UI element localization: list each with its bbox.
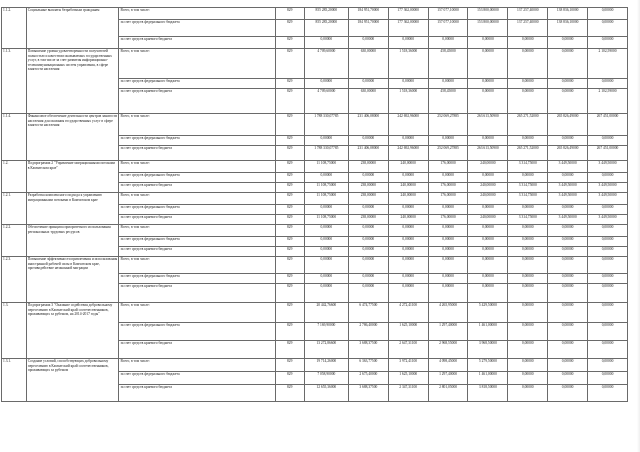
- amount-cell: 0,00000: [588, 274, 628, 284]
- table-row: [2, 114, 628, 136]
- row-index: 1.1.3.: [2, 49, 27, 114]
- budget-code: 829: [275, 205, 304, 215]
- amount-cell: 630,00000: [348, 89, 388, 114]
- amount-cell: 177 362,00000: [388, 20, 428, 37]
- amount-cell: 138 836,10000: [548, 20, 588, 37]
- amount-cell: 0,00000: [548, 323, 588, 341]
- funding-source: за счет средств краевого бюджета: [119, 284, 275, 303]
- amount-cell: 12 655,36000: [304, 385, 348, 402]
- amount-cell: 176,00000: [428, 183, 468, 193]
- amount-cell: 238,00000: [348, 215, 388, 225]
- amount-cell: 11 108,75000: [304, 193, 348, 205]
- row-index: 1.2.3.: [2, 257, 27, 303]
- funding-source: за счет средств краевого бюджета: [119, 385, 275, 402]
- amount-cell: 0,00000: [304, 284, 348, 303]
- amount-cell: 0,00000: [468, 136, 508, 146]
- amount-cell: 267 451,00000: [588, 146, 628, 161]
- amount-cell: 3 449,50000: [588, 183, 628, 193]
- amount-cell: 0,00000: [468, 284, 508, 303]
- amount-cell: 0,00000: [508, 89, 548, 114]
- amount-cell: 0,00000: [508, 205, 548, 215]
- amount-cell: 137 257,40000: [508, 20, 548, 37]
- amount-cell: 0,00000: [548, 49, 588, 79]
- amount-cell: 3 688,37500: [348, 341, 388, 359]
- budget-code: 829: [275, 359, 304, 372]
- budget-code: 829: [275, 323, 304, 341]
- budget-code: 829: [275, 237, 304, 247]
- budget-code: 829: [275, 274, 304, 284]
- amount-cell: 0,00000: [348, 247, 388, 257]
- table-row: [2, 8, 628, 20]
- amount-cell: 0,00000: [348, 284, 388, 303]
- amount-cell: 0,00000: [508, 173, 548, 183]
- row-index: 1.2.2.: [2, 225, 27, 257]
- table-row: [2, 303, 628, 323]
- amount-cell: 4 265,95000: [428, 303, 468, 323]
- amount-cell: 240,00000: [468, 161, 508, 173]
- row-index: 1.2.1.: [2, 193, 27, 225]
- amount-cell: 240,00000: [388, 183, 428, 193]
- amount-cell: 0,00000: [428, 37, 468, 49]
- amount-cell: 0,00000: [508, 284, 548, 303]
- funding-source: за счет средств краевого бюджета: [119, 37, 275, 49]
- amount-cell: 1 625,10000: [388, 372, 428, 385]
- amount-cell: 0,00000: [468, 205, 508, 215]
- funding-source: Всего, в том числе:: [119, 161, 275, 173]
- amount-cell: 0,00000: [428, 136, 468, 146]
- amount-cell: 0,00000: [428, 205, 468, 215]
- funding-source: за счет средств федерального бюджета: [119, 173, 275, 183]
- amount-cell: 3 688,37500: [348, 385, 388, 402]
- amount-cell: 0,00000: [348, 257, 388, 274]
- amount-cell: 7 169,90000: [304, 323, 348, 341]
- budget-table-body: [2, 8, 628, 402]
- amount-cell: 0,00000: [548, 225, 588, 237]
- amount-cell: 0,00000: [388, 237, 428, 247]
- amount-cell: 0,00000: [588, 323, 628, 341]
- funding-source: за счет средств краевого бюджета: [119, 89, 275, 114]
- amount-cell: 0,00000: [588, 173, 628, 183]
- funding-source: Всего, в том числе:: [119, 359, 275, 372]
- funding-source: за счет средств федерального бюджета: [119, 136, 275, 146]
- amount-cell: 3 314,75000: [508, 183, 548, 193]
- budget-code: 829: [275, 8, 304, 20]
- amount-cell: 11 108,75000: [304, 215, 348, 225]
- row-description: Подпрограмма 3 "Оказание содействия добровольному переселению в Камчатский край соотечественников, проживающих за рубежом, на 2014-2017 годы": [26, 303, 119, 359]
- amount-cell: 3 972,41100: [388, 359, 428, 372]
- amount-cell: 0,00000: [304, 237, 348, 247]
- funding-source: за счет средств федерального бюджета: [119, 20, 275, 37]
- amount-cell: 184 951,70000: [348, 20, 388, 37]
- amount-cell: 252 069,27885: [428, 114, 468, 136]
- amount-cell: 458,45000: [428, 89, 468, 114]
- amount-cell: 0,00000: [548, 341, 588, 359]
- funding-source: за счет средств краевого бюджета: [119, 146, 275, 161]
- amount-cell: 0,00000: [548, 136, 588, 146]
- amount-cell: 3 449,50000: [548, 215, 588, 225]
- amount-cell: 157 077,10000: [428, 20, 468, 37]
- amount-cell: 231 406,08000: [348, 146, 388, 161]
- amount-cell: 7 058,90000: [304, 372, 348, 385]
- budget-code: 829: [275, 161, 304, 173]
- amount-cell: 238,00000: [348, 193, 388, 205]
- amount-cell: 0,00000: [388, 37, 428, 49]
- amount-cell: 0,00000: [508, 79, 548, 89]
- row-index: 1.3.1.: [2, 359, 27, 402]
- amount-cell: 0,00000: [588, 372, 628, 385]
- budget-code: 829: [275, 225, 304, 237]
- budget-code: 829: [275, 37, 304, 49]
- amount-cell: 0,00000: [508, 225, 548, 237]
- funding-source: за счет средств федерального бюджета: [119, 205, 275, 215]
- budget-code: 829: [275, 341, 304, 359]
- amount-cell: 1 518,36000: [388, 89, 428, 114]
- funding-source: за счет средств федерального бюджета: [119, 274, 275, 284]
- amount-cell: 3 449,50000: [548, 161, 588, 173]
- amount-cell: 0,00000: [388, 225, 428, 237]
- amount-cell: 0,00000: [548, 284, 588, 303]
- amount-cell: 3 449,50000: [548, 183, 588, 193]
- amount-cell: 0,00000: [588, 37, 628, 49]
- amount-cell: 0,00000: [548, 79, 588, 89]
- amount-cell: 13 272,86600: [304, 341, 348, 359]
- amount-cell: 0,00000: [428, 225, 468, 237]
- amount-cell: 1 297,40000: [428, 372, 468, 385]
- amount-cell: 0,00000: [508, 237, 548, 247]
- amount-cell: 5 279,50000: [468, 359, 508, 372]
- amount-cell: 0,00000: [348, 237, 388, 247]
- amount-cell: 0,00000: [348, 37, 388, 49]
- amount-cell: 138 836,10000: [548, 8, 588, 20]
- amount-cell: 3 449,50000: [588, 161, 628, 173]
- amount-cell: 0,00000: [548, 37, 588, 49]
- amount-cell: 153 800,00000: [468, 20, 508, 37]
- amount-cell: 0,00000: [428, 257, 468, 274]
- amount-cell: 137 257,40000: [508, 8, 548, 20]
- amount-cell: 3 449,50000: [588, 193, 628, 205]
- amount-cell: 0,00000: [588, 225, 628, 237]
- funding-source: Всего, в том числе:: [119, 114, 275, 136]
- funding-source: за счет средств федерального бюджета: [119, 323, 275, 341]
- amount-cell: 176,00000: [428, 193, 468, 205]
- amount-cell: 4 709,60000: [304, 49, 348, 79]
- amount-cell: 6 474,77500: [348, 303, 388, 323]
- amount-cell: 0,00000: [348, 225, 388, 237]
- amount-cell: 2 801,05000: [428, 385, 468, 402]
- row-description: Повышение эффективности привлечения и использования иностранной рабочей силы в Камчатском крае, противодействие незаконной миграции: [26, 257, 119, 303]
- amount-cell: 267 451,00000: [588, 114, 628, 136]
- amount-cell: 0,00000: [388, 257, 428, 274]
- amount-cell: 458,45000: [428, 49, 468, 79]
- amount-cell: 0,00000: [304, 205, 348, 215]
- budget-code: 829: [275, 20, 304, 37]
- funding-source: Всего, в том числе:: [119, 257, 275, 274]
- amount-cell: 242 692,96000: [388, 146, 428, 161]
- amount-cell: 265 826,49000: [548, 146, 588, 161]
- amount-cell: 0,00000: [388, 247, 428, 257]
- funding-source: за счет средств федерального бюджета: [119, 79, 275, 89]
- amount-cell: 3 314,75000: [508, 193, 548, 205]
- amount-cell: 1 625,10000: [388, 323, 428, 341]
- amount-cell: 0,00000: [388, 205, 428, 215]
- budget-code: 829: [275, 49, 304, 79]
- amount-cell: 0,00000: [428, 79, 468, 89]
- amount-cell: 0,00000: [428, 274, 468, 284]
- amount-cell: 0,00000: [304, 136, 348, 146]
- amount-cell: 0,00000: [388, 136, 428, 146]
- amount-cell: 11 108,75000: [304, 183, 348, 193]
- amount-cell: 0,00000: [588, 303, 628, 323]
- amount-cell: 240,00000: [388, 215, 428, 225]
- amount-cell: 0,00000: [348, 205, 388, 215]
- budget-code: 829: [275, 284, 304, 303]
- amount-cell: 0,00000: [548, 385, 588, 402]
- amount-cell: 0,00000: [304, 274, 348, 284]
- funding-source: за счет средств краевого бюджета: [119, 183, 275, 193]
- amount-cell: 0,00000: [588, 20, 628, 37]
- amount-cell: 1 788 330,07785: [304, 114, 348, 136]
- amount-cell: 2 968,55000: [428, 341, 468, 359]
- amount-cell: 238,00000: [348, 161, 388, 173]
- amount-cell: 4 272,41100: [388, 303, 428, 323]
- row-description: Обеспечение принципа приоритетного использования региональных трудовых ресурсов: [26, 225, 119, 257]
- amount-cell: 0,00000: [508, 136, 548, 146]
- amount-cell: 176,00000: [428, 161, 468, 173]
- budget-code: 829: [275, 372, 304, 385]
- amount-cell: 0,00000: [508, 341, 548, 359]
- amount-cell: 855 285,20000: [304, 8, 348, 20]
- amount-cell: 0,00000: [468, 37, 508, 49]
- amount-cell: 6 363,77500: [348, 359, 388, 372]
- budget-code: 829: [275, 183, 304, 193]
- amount-cell: 265 271,52000: [508, 114, 548, 136]
- amount-cell: 0,00000: [348, 173, 388, 183]
- funding-source: Всего, в том числе:: [119, 8, 275, 20]
- row-index: 1.2.: [2, 161, 27, 193]
- amount-cell: 0,00000: [508, 303, 548, 323]
- amount-cell: 0,00000: [588, 205, 628, 215]
- funding-source: за счет средств краевого бюджета: [119, 247, 275, 257]
- table-row: [2, 359, 628, 372]
- amount-cell: 2 647,31100: [388, 341, 428, 359]
- funding-source: Всего, в том числе:: [119, 49, 275, 79]
- amount-cell: 0,00000: [304, 37, 348, 49]
- amount-cell: 0,00000: [548, 359, 588, 372]
- amount-cell: 0,00000: [348, 274, 388, 284]
- amount-cell: 0,00000: [548, 205, 588, 215]
- amount-cell: 0,00000: [468, 49, 508, 79]
- amount-cell: 0,00000: [588, 79, 628, 89]
- amount-cell: 0,00000: [588, 257, 628, 274]
- budget-table: [1, 7, 628, 402]
- table-row: [2, 161, 628, 173]
- row-description: Повышение уровня удовлетворенности получателей полностью и качеством оказываемых государственных услуг, в том числе за счет развития информационно-телекоммуникационных систем управления, в сфере занятости населения: [26, 49, 119, 114]
- amount-cell: 0,00000: [548, 303, 588, 323]
- budget-code: 829: [275, 89, 304, 114]
- amount-cell: 0,00000: [304, 173, 348, 183]
- amount-cell: 1 297,40000: [428, 323, 468, 341]
- amount-cell: 0,00000: [304, 247, 348, 257]
- table-row: [2, 193, 628, 205]
- amount-cell: 0,00000: [468, 237, 508, 247]
- amount-cell: 0,00000: [588, 136, 628, 146]
- budget-code: 829: [275, 114, 304, 136]
- amount-cell: 11 108,75000: [304, 161, 348, 173]
- amount-cell: 1 461,00000: [468, 372, 508, 385]
- amount-cell: 0,00000: [548, 173, 588, 183]
- budget-code: 829: [275, 247, 304, 257]
- row-description: Разработка комплексного подхода к управлению миграционными потоками в Камчатском крае: [26, 193, 119, 225]
- amount-cell: 1 461,00000: [468, 323, 508, 341]
- budget-code: 829: [275, 173, 304, 183]
- amount-cell: 0,00000: [508, 385, 548, 402]
- funding-source: за счет средств федерального бюджета: [119, 237, 275, 247]
- amount-cell: 0,00000: [508, 257, 548, 274]
- table-row: [2, 225, 628, 237]
- amount-cell: 3 314,75000: [508, 215, 548, 225]
- amount-cell: 176,00000: [428, 215, 468, 225]
- amount-cell: 238,00000: [348, 183, 388, 193]
- amount-cell: 4 098,45000: [428, 359, 468, 372]
- amount-cell: 0,00000: [508, 359, 548, 372]
- amount-cell: 0,00000: [508, 274, 548, 284]
- amount-cell: 3 968,50000: [468, 341, 508, 359]
- amount-cell: 5 429,50000: [468, 303, 508, 323]
- amount-cell: 240,00000: [468, 183, 508, 193]
- amount-cell: 240,00000: [468, 193, 508, 205]
- amount-cell: 3 449,50000: [588, 215, 628, 225]
- budget-code: 829: [275, 385, 304, 402]
- amount-cell: 0,00000: [588, 284, 628, 303]
- amount-cell: 0,00000: [304, 79, 348, 89]
- budget-code: 829: [275, 136, 304, 146]
- amount-cell: 240,00000: [388, 193, 428, 205]
- amount-cell: 0,00000: [508, 323, 548, 341]
- amount-cell: 0,00000: [388, 274, 428, 284]
- table-row: [2, 257, 628, 274]
- amount-cell: 20 442,76600: [304, 303, 348, 323]
- amount-cell: 0,00000: [508, 49, 548, 79]
- amount-cell: 0,00000: [428, 237, 468, 247]
- amount-cell: 0,00000: [428, 284, 468, 303]
- amount-cell: 0,00000: [508, 37, 548, 49]
- row-description: Создание условий, способствующих добровольному переселению в Камчатский край соотечественников, проживающих за рубежом: [26, 359, 119, 402]
- amount-cell: 3 314,75000: [508, 161, 548, 173]
- amount-cell: 0,00000: [588, 8, 628, 20]
- amount-cell: 263 613,50900: [468, 146, 508, 161]
- amount-cell: 0,00000: [468, 173, 508, 183]
- amount-cell: 0,00000: [468, 257, 508, 274]
- row-description: Подпрограмма 2 "Управление миграционными потоками в Камчатском крае": [26, 161, 119, 193]
- budget-code: 829: [275, 257, 304, 274]
- amount-cell: 153 800,00000: [468, 8, 508, 20]
- amount-cell: 265 271,52000: [508, 146, 548, 161]
- amount-cell: 184 951,70000: [348, 8, 388, 20]
- amount-cell: 0,00000: [468, 89, 508, 114]
- amount-cell: 0,00000: [468, 79, 508, 89]
- amount-cell: 0,00000: [304, 257, 348, 274]
- amount-cell: 0,00000: [508, 247, 548, 257]
- row-index: 1.1.4.: [2, 114, 27, 161]
- amount-cell: 0,00000: [548, 247, 588, 257]
- amount-cell: 0,00000: [588, 341, 628, 359]
- budget-code: 829: [275, 193, 304, 205]
- amount-cell: 1 518,36000: [388, 49, 428, 79]
- amount-cell: 0,00000: [588, 237, 628, 247]
- amount-cell: 242 692,96000: [388, 114, 428, 136]
- amount-cell: 0,00000: [548, 372, 588, 385]
- amount-cell: 0,00000: [388, 173, 428, 183]
- amount-cell: 0,00000: [428, 173, 468, 183]
- amount-cell: 0,00000: [348, 136, 388, 146]
- amount-cell: 0,00000: [588, 247, 628, 257]
- amount-cell: 1 788 330,07785: [304, 146, 348, 161]
- amount-cell: 0,00000: [548, 237, 588, 247]
- amount-cell: 0,00000: [548, 89, 588, 114]
- amount-cell: 2 347,31100: [388, 385, 428, 402]
- amount-cell: 0,00000: [348, 79, 388, 89]
- amount-cell: 0,00000: [388, 284, 428, 303]
- amount-cell: 2 675,40000: [348, 372, 388, 385]
- amount-cell: 0,00000: [548, 257, 588, 274]
- amount-cell: 2 102,59000: [588, 89, 628, 114]
- funding-source: за счет средств федерального бюджета: [119, 372, 275, 385]
- amount-cell: 0,00000: [428, 247, 468, 257]
- row-index: 1.1.2.: [2, 8, 27, 49]
- amount-cell: 240,00000: [468, 215, 508, 225]
- amount-cell: 2 102,59000: [588, 49, 628, 79]
- amount-cell: 3 449,50000: [548, 193, 588, 205]
- amount-cell: 240,00000: [388, 161, 428, 173]
- amount-cell: 630,00000: [348, 49, 388, 79]
- amount-cell: 4 709,60000: [304, 89, 348, 114]
- amount-cell: 0,00000: [468, 225, 508, 237]
- budget-code: 829: [275, 215, 304, 225]
- amount-cell: 231 406,08000: [348, 114, 388, 136]
- amount-cell: 0,00000: [468, 274, 508, 284]
- amount-cell: 177 362,00000: [388, 8, 428, 20]
- funding-source: за счет средств краевого бюджета: [119, 341, 275, 359]
- amount-cell: 263 613,50900: [468, 114, 508, 136]
- table-row: [2, 49, 628, 79]
- funding-source: Всего, в том числе:: [119, 193, 275, 205]
- amount-cell: 0,00000: [588, 359, 628, 372]
- budget-code: 829: [275, 79, 304, 89]
- amount-cell: 252 069,27885: [428, 146, 468, 161]
- amount-cell: 0,00000: [548, 274, 588, 284]
- amount-cell: 0,00000: [468, 247, 508, 257]
- funding-source: Всего, в том числе:: [119, 303, 275, 323]
- funding-source: за счет средств краевого бюджета: [119, 215, 275, 225]
- amount-cell: 157 077,10000: [428, 8, 468, 20]
- budget-code: 829: [275, 146, 304, 161]
- amount-cell: 0,00000: [388, 79, 428, 89]
- amount-cell: 0,00000: [508, 372, 548, 385]
- row-description: Социальные выплаты безработным гражданам: [26, 8, 119, 49]
- amount-cell: 0,00000: [304, 225, 348, 237]
- amount-cell: 2 786,40000: [348, 323, 388, 341]
- amount-cell: 265 826,49000: [548, 114, 588, 136]
- amount-cell: 0,00000: [588, 385, 628, 402]
- row-description: Финансовое обеспечение деятельности центров занятости населения для оказания государственных услуг в сфере занятости населения: [26, 114, 119, 161]
- amount-cell: 3 818,50000: [468, 385, 508, 402]
- row-index: 1.3.: [2, 303, 27, 359]
- funding-source: Всего, в том числе:: [119, 225, 275, 237]
- amount-cell: 855 285,20000: [304, 20, 348, 37]
- amount-cell: 19 714,26000: [304, 359, 348, 372]
- budget-code: 829: [275, 303, 304, 323]
